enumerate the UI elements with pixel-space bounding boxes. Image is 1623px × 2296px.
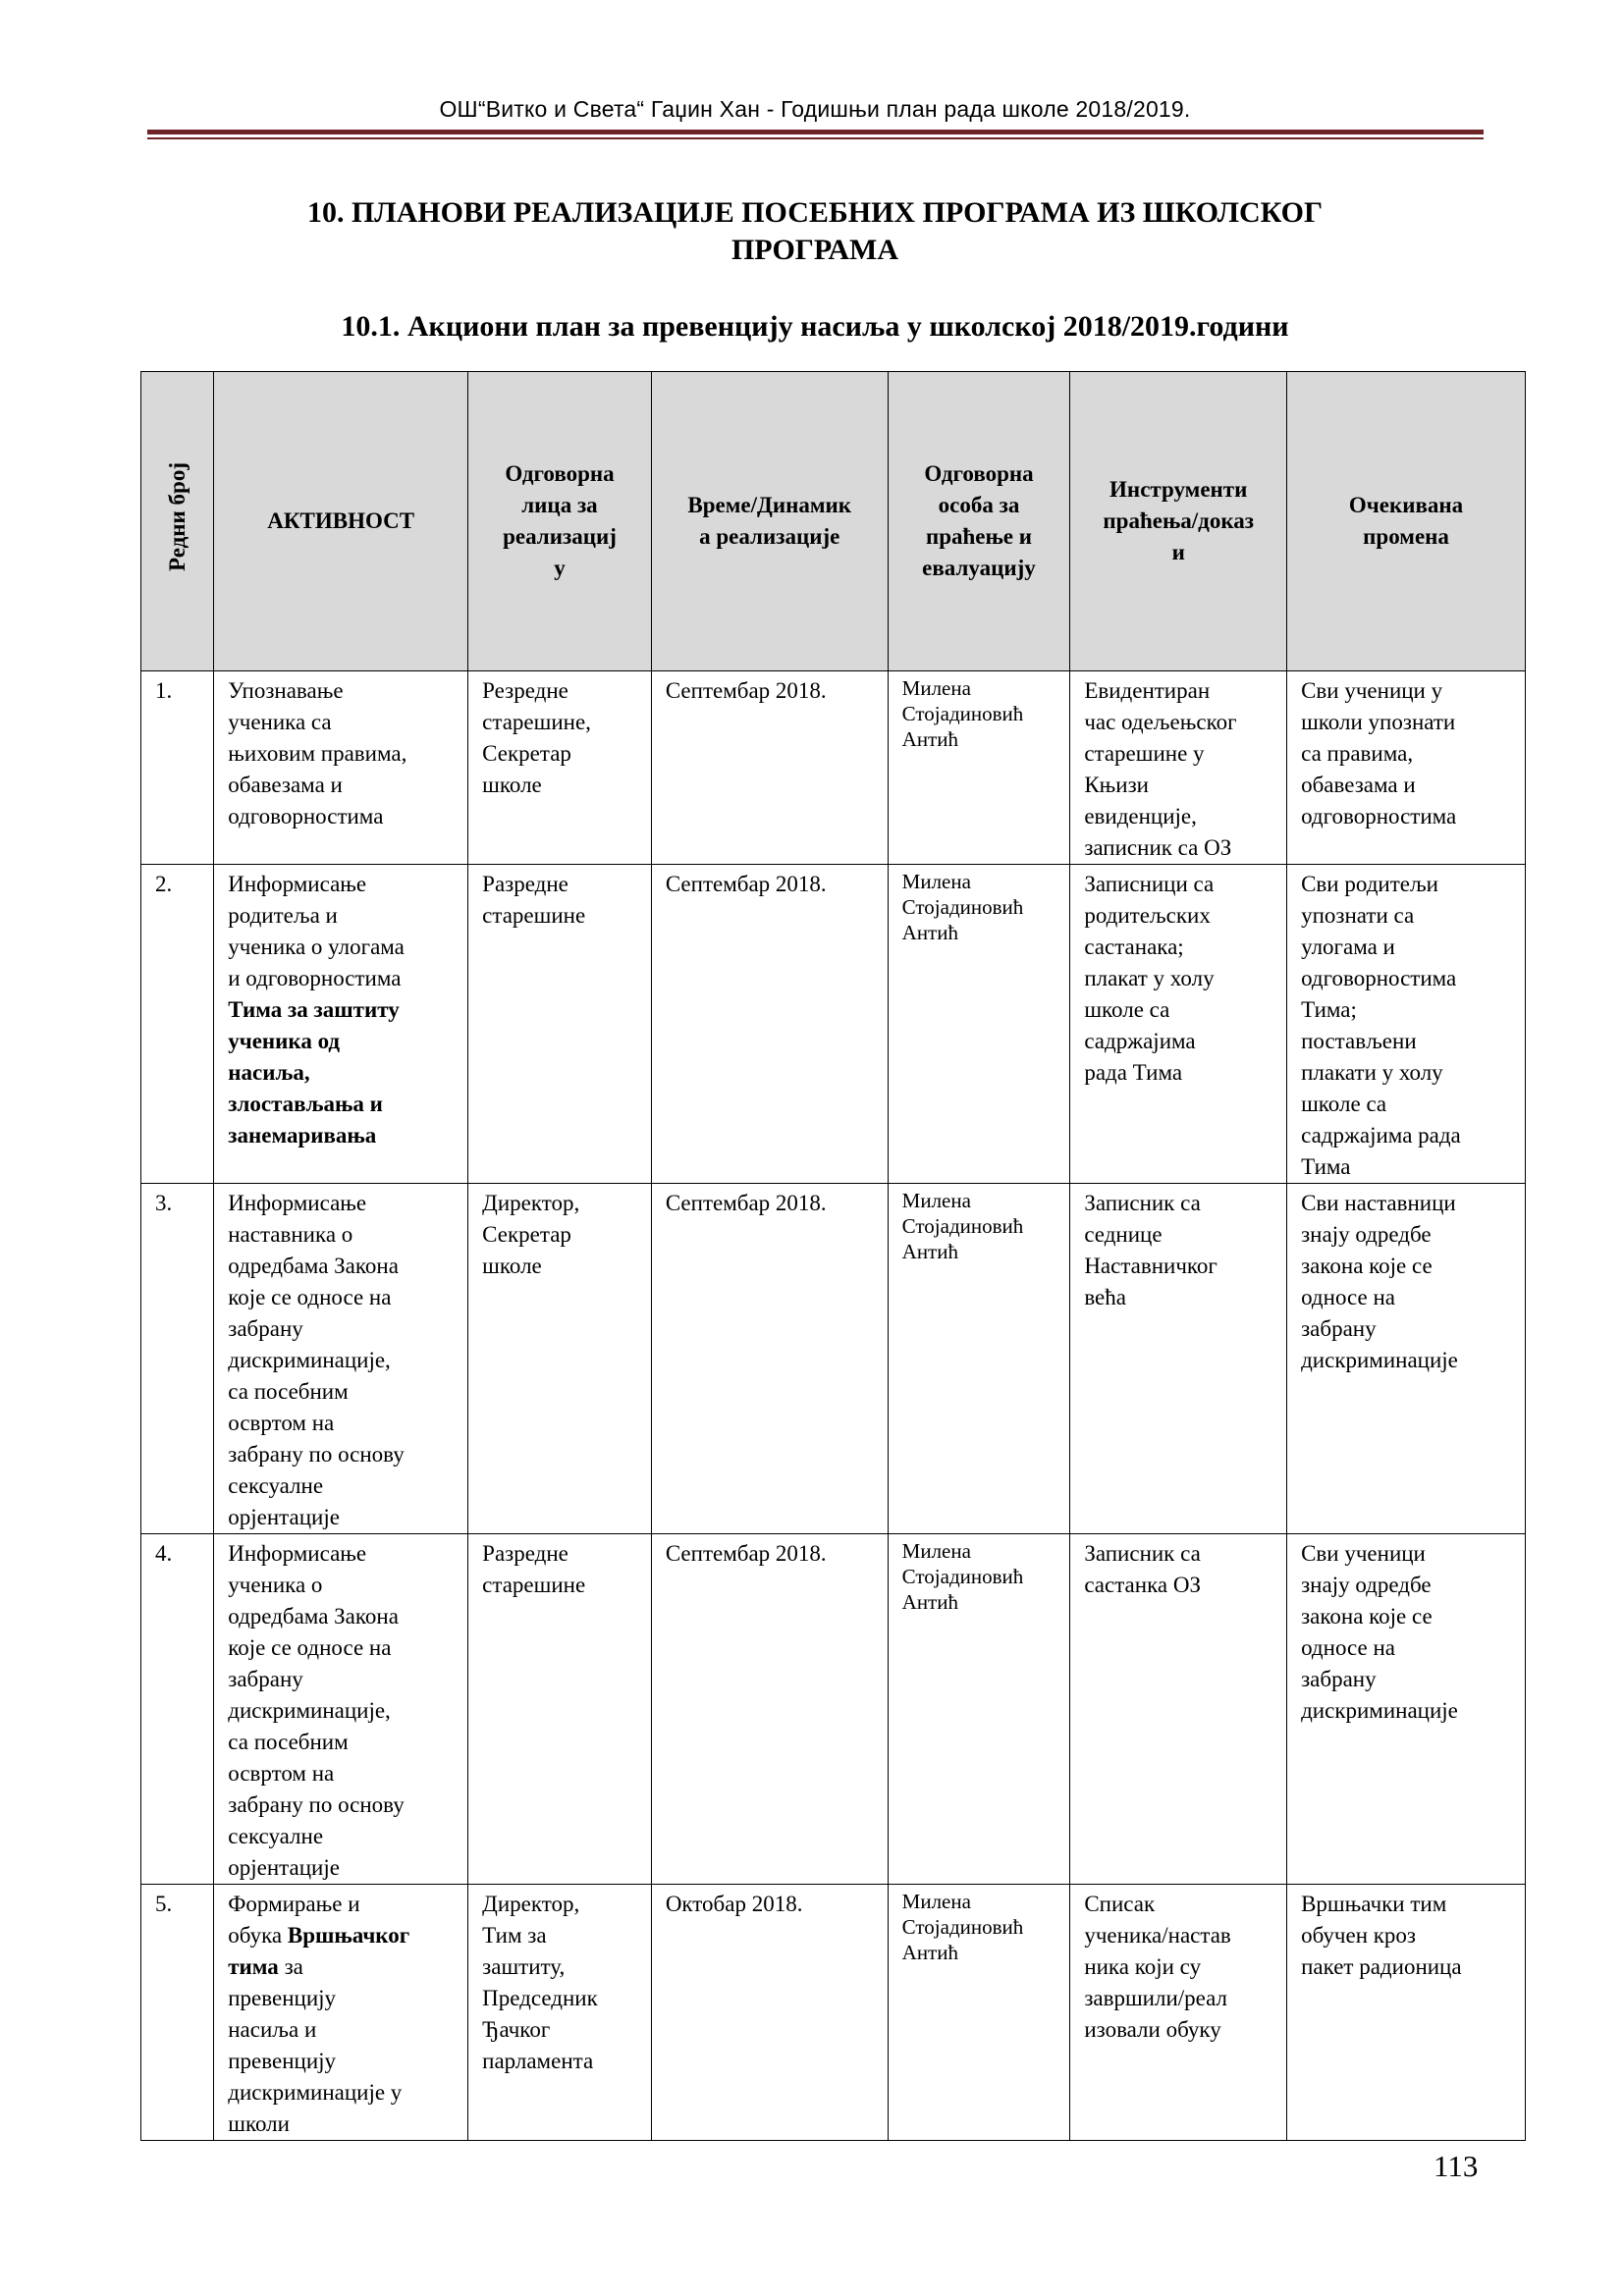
cell-instruments xyxy=(1070,671,1287,865)
cell-line: одредбама Закона xyxy=(228,1604,399,1629)
section-title xyxy=(147,194,1483,269)
cell-line: одговорностима xyxy=(1301,966,1457,990)
cell-line: Информисање xyxy=(228,1191,367,1215)
cell-line: које се односе на xyxy=(228,1285,392,1309)
cell-line: Записници са xyxy=(1084,872,1215,896)
cell-num: 1. xyxy=(141,671,214,865)
cell-line: њиховим правима, xyxy=(228,741,407,766)
cell-line: орјентације xyxy=(228,1505,340,1529)
subsection-title: 10.1. Акциони план за превенцију насиља у школској 2018/2019.години xyxy=(341,310,1289,343)
cell-line: у xyxy=(554,556,566,580)
cell-line: плакати у холу xyxy=(1301,1060,1443,1085)
cell-line: сексуалне xyxy=(228,1473,324,1498)
cell-line: ника који су xyxy=(1084,1954,1202,1979)
cell-monitoring xyxy=(888,1184,1070,1534)
cell-line: односе на xyxy=(1301,1635,1395,1660)
header-monitoring xyxy=(888,372,1070,671)
header-time xyxy=(651,372,888,671)
header-rule-thin xyxy=(147,137,1484,139)
cell-line: старешине xyxy=(482,1573,586,1597)
cell-line: Антић xyxy=(901,1941,958,1964)
cell-line: Стојадиновић xyxy=(901,1915,1024,1939)
cell-line: дискриминације xyxy=(1301,1348,1458,1372)
table-row xyxy=(141,1184,1526,1534)
cell-line: дискриминације xyxy=(1301,1698,1458,1723)
section-title-line-2: ПРОГРАМА xyxy=(730,234,899,266)
cell-line: Директор, xyxy=(482,1191,580,1215)
cell-line: забрану xyxy=(1301,1667,1377,1691)
cell-line: заштиту, xyxy=(482,1954,566,1979)
cell-fragment: тима xyxy=(228,1954,279,1979)
page-number: 113 xyxy=(1434,2149,1479,2183)
cell-line: одговорностима xyxy=(228,804,384,828)
cell-line: односе на xyxy=(1301,1285,1395,1309)
cell-line: са правима, xyxy=(1301,741,1414,766)
cell-line: родитеља и xyxy=(228,903,338,928)
cell-line: записник са ОЗ xyxy=(1084,835,1232,860)
cell-line: одговорностима xyxy=(1301,804,1457,828)
cell-line: Стојадиновић xyxy=(901,895,1024,919)
cell-line: садржајима xyxy=(1084,1029,1196,1053)
cell-instruments xyxy=(1070,1184,1287,1534)
cell-num: 3. xyxy=(141,1184,214,1534)
cell-fragment: обука xyxy=(228,1923,288,1948)
cell-line: Очекивана xyxy=(1348,493,1464,517)
cell-line: ученика о xyxy=(228,1573,323,1597)
cell-responsible xyxy=(468,671,652,865)
cell-line: Стојадиновић xyxy=(901,1565,1024,1588)
cell-line: Милена xyxy=(901,1890,971,1913)
cell-activity xyxy=(214,1184,468,1534)
cell-line: Инструменти xyxy=(1109,477,1248,502)
cell-line: старешине xyxy=(482,903,586,928)
cell-line: Вршњачки тим xyxy=(1301,1892,1447,1916)
cell-line: ученика са xyxy=(228,710,332,734)
cell-line: освртом на xyxy=(228,1411,335,1435)
table-row xyxy=(141,1534,1526,1885)
action-plan-table xyxy=(140,371,1526,2141)
cell-line: Упознавање xyxy=(228,678,344,703)
header-responsible xyxy=(468,372,652,671)
cell-line: Резредне xyxy=(482,678,568,703)
cell-expected xyxy=(1287,1534,1526,1885)
cell-line: Тима; xyxy=(1301,997,1357,1022)
cell-fragment: за xyxy=(278,1954,303,1979)
header-expected xyxy=(1287,372,1526,671)
cell-line: које се односе на xyxy=(228,1635,392,1660)
section-title-line-1: 10. ПЛАНОВИ РЕАЛИЗАЦИЈЕ ПОСЕБНИХ ПРОГРАМА ИЗ ШКОЛСКОГ xyxy=(306,196,1324,229)
cell-line: изовали обуку xyxy=(1084,2017,1221,2042)
cell-line: упознати са xyxy=(1301,903,1415,928)
cell-line: старешине у xyxy=(1084,741,1205,766)
cell-line: лица за xyxy=(521,493,598,517)
cell-line: Разредне xyxy=(482,872,568,896)
cell-expected xyxy=(1287,671,1526,865)
cell-num: 5. xyxy=(141,1885,214,2141)
cell-line: рада Тима xyxy=(1084,1060,1183,1085)
cell-line: закона које се xyxy=(1301,1604,1433,1629)
cell-line: евиденције, xyxy=(1084,804,1197,828)
cell-fragment: Вршњачког xyxy=(287,1923,410,1948)
cell-line: орјентације xyxy=(228,1855,340,1880)
cell-line: ученика о улогама xyxy=(228,934,405,959)
cell-line: Антић xyxy=(901,1240,958,1263)
cell-line: плакат у холу xyxy=(1084,966,1215,990)
cell-line: садржајима рада xyxy=(1301,1123,1461,1148)
cell-expected xyxy=(1287,865,1526,1184)
cell-line: освртом на xyxy=(228,1761,335,1786)
cell-expected xyxy=(1287,1184,1526,1534)
cell-num: 4. xyxy=(141,1534,214,1885)
cell-instruments xyxy=(1070,1885,1287,2141)
cell-line: закона које се xyxy=(1301,1254,1433,1278)
cell-activity xyxy=(214,1885,468,2141)
cell-activity xyxy=(214,671,468,865)
cell-line: а реализације xyxy=(699,524,840,549)
header-instruments xyxy=(1070,372,1287,671)
cell-line: насиља и xyxy=(228,2017,317,2042)
cell-responsible xyxy=(468,1885,652,2141)
cell-line: Милена xyxy=(901,870,971,893)
cell-line: школе xyxy=(482,773,542,797)
cell-line: Разредне xyxy=(482,1541,568,1566)
cell-line: обавезама и xyxy=(1301,773,1416,797)
cell-line: праћења/доказ xyxy=(1103,508,1254,533)
cell-time: Септембар 2018. xyxy=(651,671,888,865)
cell-line: Секретар xyxy=(482,1222,571,1247)
cell-line: забрану xyxy=(1301,1316,1377,1341)
cell-line: Директор, xyxy=(482,1892,580,1916)
cell-line: промена xyxy=(1363,524,1449,549)
cell-line: Антић xyxy=(901,727,958,751)
cell-line: Тима xyxy=(1301,1154,1351,1179)
cell-line: састанака; xyxy=(1084,934,1184,959)
cell-responsible xyxy=(468,865,652,1184)
cell-line: Тим за xyxy=(482,1923,547,1948)
cell-line: родитељских xyxy=(1084,903,1211,928)
cell-line: пакет радионица xyxy=(1301,1954,1462,1979)
cell-line: Стојадиновић xyxy=(901,1214,1024,1238)
header-rule xyxy=(147,130,1484,134)
cell-line: час одељењског xyxy=(1084,710,1237,734)
cell-line: Наставничког xyxy=(1084,1254,1217,1278)
cell-instruments xyxy=(1070,865,1287,1184)
cell-line: Тима за заштиту xyxy=(228,997,400,1022)
cell-line: превенцију xyxy=(228,1986,337,2010)
cell-line: Антић xyxy=(901,1590,958,1614)
cell-line: Књизи xyxy=(1084,773,1149,797)
cell-line: Милена xyxy=(901,676,971,700)
cell-line: Секретар xyxy=(482,741,571,766)
cell-line: реализациј xyxy=(503,524,617,549)
cell-responsible xyxy=(468,1534,652,1885)
cell-line: школе са xyxy=(1084,997,1170,1022)
cell-line: Сви наставници xyxy=(1301,1191,1456,1215)
cell-line: ученика/настав xyxy=(1084,1923,1231,1948)
cell-line: школи упознати xyxy=(1301,710,1456,734)
cell-line: улогама и xyxy=(1301,934,1395,959)
table-body xyxy=(141,671,1526,2141)
cell-monitoring xyxy=(888,671,1070,865)
cell-line: старешине, xyxy=(482,710,591,734)
cell-line: забрану xyxy=(228,1667,303,1691)
cell-line: Сви родитељи xyxy=(1301,872,1438,896)
cell-line: постављени xyxy=(1301,1029,1417,1053)
cell-responsible xyxy=(468,1184,652,1534)
cell-line: са посебним xyxy=(228,1379,349,1404)
cell-line: злостављања и xyxy=(228,1092,383,1116)
cell-line xyxy=(228,1920,458,1951)
table-header-row xyxy=(141,372,1526,671)
header-num-label: Редни број xyxy=(164,462,189,571)
table-row xyxy=(141,671,1526,865)
cell-line: обучен кроз xyxy=(1301,1923,1417,1948)
running-header: ОШ“Витко и Света“ Гаџин Хан - Годишњи план рада школе 2018/2019. xyxy=(439,96,1191,122)
cell-time: Септембар 2018. xyxy=(651,1184,888,1534)
cell-line: дискриминације, xyxy=(228,1698,391,1723)
cell-line: Формирање и xyxy=(228,1892,360,1916)
cell-line: Одговорна xyxy=(505,461,615,486)
cell-line: занемаривања xyxy=(228,1123,377,1148)
cell-monitoring xyxy=(888,1534,1070,1885)
cell-line: Евидентиран xyxy=(1084,678,1211,703)
table-row xyxy=(141,1885,1526,2141)
cell-line: са посебним xyxy=(228,1730,349,1754)
cell-line: одредбама Закона xyxy=(228,1254,399,1278)
cell-time: Октобар 2018. xyxy=(651,1885,888,2141)
cell-line: Записник са xyxy=(1084,1191,1201,1215)
cell-line: Милена xyxy=(901,1189,971,1212)
cell-line: Сви ученици у xyxy=(1301,678,1443,703)
cell-line: завршили/реал xyxy=(1084,1986,1228,2010)
cell-line: Стојадиновић xyxy=(901,702,1024,725)
cell-line: сексуалне xyxy=(228,1824,324,1848)
cell-line: дискриминације, xyxy=(228,1348,391,1372)
cell-line: Време/Динамик xyxy=(687,493,852,517)
cell-line: Информисање xyxy=(228,872,367,896)
cell-expected xyxy=(1287,1885,1526,2141)
cell-line: дискриминације у xyxy=(228,2080,403,2105)
cell-activity xyxy=(214,865,468,1184)
cell-line: већа xyxy=(1084,1285,1126,1309)
cell-line: Списак xyxy=(1084,1892,1156,1916)
cell-line: забрану xyxy=(228,1316,303,1341)
cell-line: и одговорностима xyxy=(228,966,402,990)
cell-monitoring xyxy=(888,1885,1070,2141)
cell-line: седнице xyxy=(1084,1222,1163,1247)
cell-line: Милена xyxy=(901,1539,971,1563)
cell-line: забрану по основу xyxy=(228,1792,405,1817)
cell-line: евалуацију xyxy=(922,556,1036,580)
cell-num: 2. xyxy=(141,865,214,1184)
cell-line: Председник xyxy=(482,1986,598,2010)
cell-instruments xyxy=(1070,1534,1287,1885)
cell-line: састанка ОЗ xyxy=(1084,1573,1201,1597)
table-row xyxy=(141,865,1526,1184)
cell-line: знају одредбе xyxy=(1301,1222,1432,1247)
cell-line: знају одредбе xyxy=(1301,1573,1432,1597)
cell-line xyxy=(228,1951,458,1983)
cell-time: Септембар 2018. xyxy=(651,865,888,1184)
cell-line: праћење и xyxy=(925,524,1033,549)
header-activity xyxy=(214,372,468,671)
cell-line: забрану по основу xyxy=(228,1442,405,1467)
cell-line: наставника о xyxy=(228,1222,353,1247)
cell-activity xyxy=(214,1534,468,1885)
cell-line: Записник са xyxy=(1084,1541,1201,1566)
cell-line: школе са xyxy=(1301,1092,1387,1116)
cell-monitoring xyxy=(888,865,1070,1184)
cell-line: ученика од xyxy=(228,1029,341,1053)
header-activity-label: АКТИВНОСТ xyxy=(267,508,415,533)
header-num xyxy=(141,372,214,671)
cell-line: Сви ученици xyxy=(1301,1541,1426,1566)
cell-line: особа за xyxy=(938,493,1020,517)
cell-line: обавезама и xyxy=(228,773,343,797)
cell-line: превенцију xyxy=(228,2049,337,2073)
cell-line: Антић xyxy=(901,921,958,944)
cell-line: школе xyxy=(482,1254,542,1278)
cell-time: Септембар 2018. xyxy=(651,1534,888,1885)
cell-line: парламента xyxy=(482,2049,594,2073)
cell-line: Информисање xyxy=(228,1541,367,1566)
cell-line: Ђачког xyxy=(482,2017,551,2042)
cell-line: и xyxy=(1171,540,1185,564)
cell-line: школи xyxy=(228,2111,290,2136)
cell-line: Одговорна xyxy=(924,461,1034,486)
cell-line: насиља, xyxy=(228,1060,310,1085)
